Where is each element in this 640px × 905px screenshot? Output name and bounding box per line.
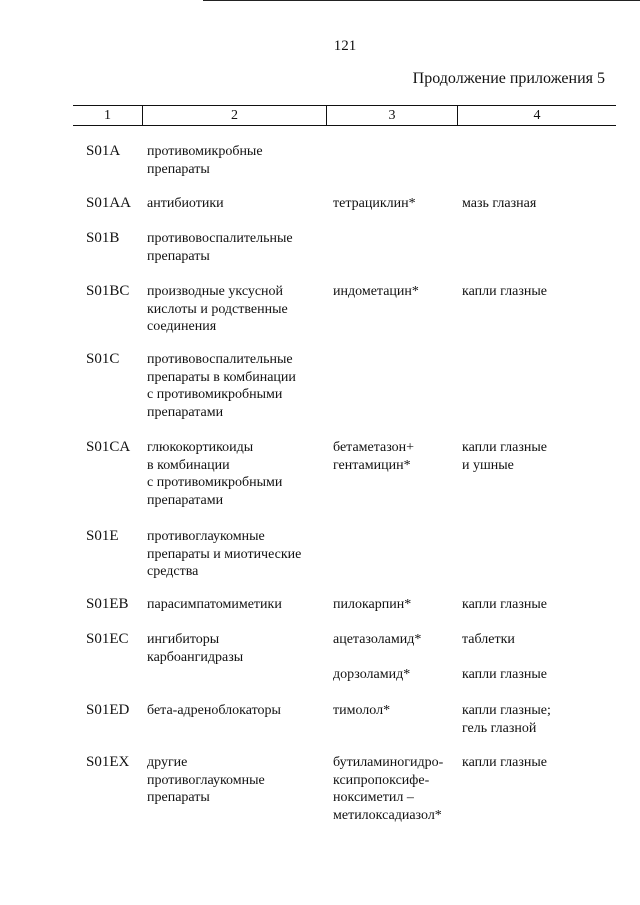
group-name-line: препараты и миотические (147, 546, 302, 562)
group-name-line: соединения (147, 319, 217, 334)
dosage-form-line: капли глазные (462, 667, 547, 682)
group-name (147, 439, 322, 509)
drug-name-line: тетрациклин* (333, 196, 416, 211)
drug-name (333, 596, 458, 614)
drug-name-line: бетаметазон+ (333, 440, 415, 455)
group-name-line: препараты (147, 248, 210, 264)
group-name-line: производные уксусной (147, 284, 284, 299)
dosage-form (462, 702, 572, 737)
column-header-3: 3 (388, 108, 396, 123)
drug-name-line: пилокарпин* (333, 597, 412, 612)
group-name (147, 528, 322, 581)
drug-name (333, 666, 458, 684)
group-name-line: с противомикробными (147, 475, 283, 490)
group-name-line: препараты в комбинации (147, 369, 296, 385)
dosage-form-line: капли глазные; (462, 703, 551, 718)
group-name-line: антибиотики (147, 196, 224, 211)
page-number: 121 (333, 38, 357, 54)
column-header-4: 4 (533, 108, 541, 123)
group-name-line: глюкокортикоиды (147, 440, 254, 455)
atc-code: S01BC (86, 283, 130, 299)
drug-name (333, 283, 458, 301)
group-name (147, 631, 322, 666)
dosage-form-line: капли глазные (462, 755, 547, 770)
drug-name-line: ксипропоксифе- (333, 772, 430, 788)
dosage-form (462, 195, 572, 213)
group-name-line: карбоангидразы (147, 649, 244, 665)
dosage-form-line: гель глазной (462, 720, 537, 736)
drug-name-line: ноксиметил – (333, 790, 414, 805)
group-name-line: с противомикробными (147, 387, 283, 402)
dosage-form-line: капли глазные (462, 440, 547, 455)
atc-code: S01AA (86, 195, 132, 211)
group-name (147, 596, 322, 614)
group-name (147, 702, 322, 720)
drug-name-line: индометацин* (333, 284, 419, 299)
group-name-line: кислоты и родственные (147, 301, 288, 317)
atc-code: S01A (86, 143, 121, 159)
group-name-line: в комбинации (147, 457, 230, 473)
drug-name (333, 439, 458, 474)
dosage-form (462, 439, 572, 474)
group-name-line: противомикробные (147, 144, 263, 159)
dosage-form (462, 754, 572, 772)
drug-name-line: бутиламиногидро- (333, 755, 444, 770)
table-header (73, 105, 616, 126)
drug-name (333, 195, 458, 213)
drug-name-line: дорзоламид* (333, 667, 411, 682)
group-name-line: противовоспалительные (147, 352, 293, 367)
drug-name-line: гентамицин* (333, 457, 411, 473)
atc-code: S01B (86, 230, 120, 246)
group-name-line: средства (147, 564, 199, 579)
group-name-line: другие (147, 755, 188, 770)
drug-name (333, 631, 458, 649)
group-name (147, 754, 322, 807)
drug-name (333, 702, 458, 720)
atc-code: S01EX (86, 754, 130, 770)
group-name-line: противоглаукомные (147, 772, 265, 788)
group-name-line: парасимпатомиметики (147, 597, 282, 612)
atc-code: S01ED (86, 702, 130, 718)
dosage-form-line: и ушные (462, 457, 514, 473)
group-name (147, 351, 322, 421)
atc-code: S01EC (86, 631, 129, 647)
group-name-line: препаратами (147, 404, 224, 420)
group-name-line: противовоспалительные (147, 231, 293, 246)
atc-code: S01EB (86, 596, 129, 612)
column-header-1: 1 (104, 108, 111, 123)
continuation-title: Продолжение приложения 5 (412, 70, 605, 87)
group-name-line: препараты (147, 161, 210, 177)
drug-name-line: метилоксадиазол* (333, 807, 442, 823)
group-name (147, 230, 322, 265)
dosage-form (462, 283, 572, 301)
dosage-form (462, 666, 572, 684)
atc-code: S01CA (86, 439, 131, 455)
column-header-2: 2 (231, 108, 238, 123)
group-name-line: противоглаукомные (147, 529, 265, 544)
drug-name-line: ацетазоламид* (333, 632, 422, 647)
dosage-form-line: капли глазные (462, 284, 547, 299)
group-name-line: ингибиторы (147, 632, 220, 647)
dosage-form-line: таблетки (462, 632, 515, 647)
atc-code: S01C (86, 351, 120, 367)
drug-name (333, 754, 458, 824)
group-name-line: бета-адреноблокаторы (147, 703, 281, 718)
dosage-form-line: капли глазные (462, 597, 547, 612)
dosage-form (462, 596, 572, 614)
drug-name-line: тимолол* (333, 703, 391, 718)
group-name (147, 195, 322, 213)
dosage-form (462, 631, 572, 649)
group-name-line: препаратами (147, 492, 224, 508)
dosage-form-line: мазь глазная (462, 196, 537, 211)
group-name-line: препараты (147, 790, 210, 805)
atc-code: S01E (86, 528, 119, 544)
group-name (147, 283, 322, 336)
group-name (147, 143, 322, 178)
top-rule (203, 0, 640, 1)
